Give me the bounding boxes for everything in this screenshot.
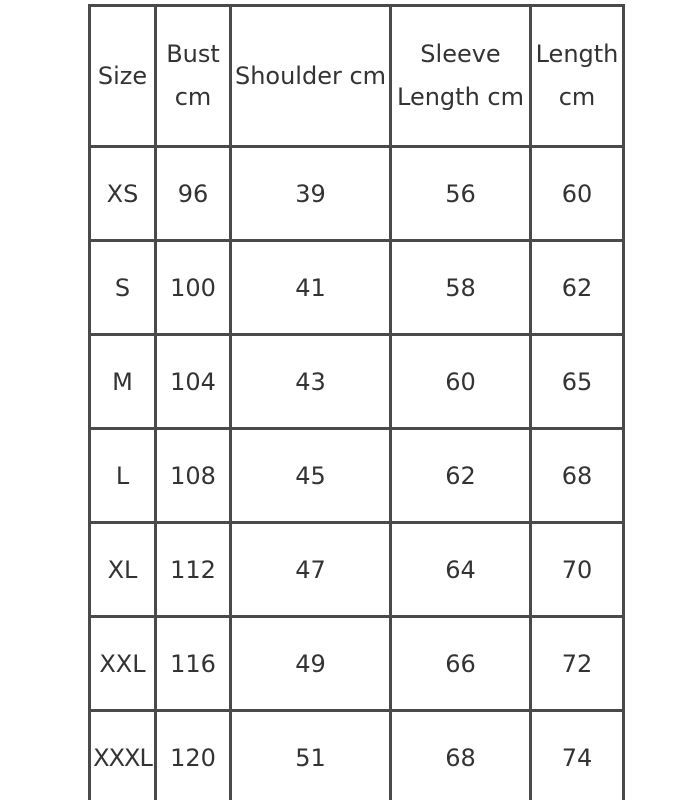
- table-row: [90, 711, 624, 800]
- cell-shoulder: 43: [231, 335, 391, 429]
- table-row: [90, 335, 624, 429]
- cell-bust: 100: [156, 241, 231, 335]
- header-row: [90, 6, 624, 147]
- cell-shoulder: 39: [231, 147, 391, 241]
- cell-sleeve-length: 56: [391, 147, 531, 241]
- cell-size: XS: [90, 147, 156, 241]
- cell-size: XXL: [90, 617, 156, 711]
- cell-bust: 108: [156, 429, 231, 523]
- header-sleeve-length: Sleeve Length cm: [391, 6, 531, 147]
- table-row: [90, 241, 624, 335]
- cell-sleeve-length: 60: [391, 335, 531, 429]
- cell-bust: 104: [156, 335, 231, 429]
- cell-shoulder: 45: [231, 429, 391, 523]
- cell-length: 72: [531, 617, 624, 711]
- table-row: [90, 523, 624, 617]
- table-row: [90, 147, 624, 241]
- cell-bust: 116: [156, 617, 231, 711]
- cell-sleeve-length: 68: [391, 711, 531, 800]
- cell-bust: 112: [156, 523, 231, 617]
- cell-length: 62: [531, 241, 624, 335]
- cell-size: S: [90, 241, 156, 335]
- cell-shoulder: 51: [231, 711, 391, 800]
- header-shoulder: Shoulder cm: [231, 6, 391, 147]
- cell-length: 60: [531, 147, 624, 241]
- cell-length: 74: [531, 711, 624, 800]
- cell-shoulder: 47: [231, 523, 391, 617]
- header-length: Length cm: [531, 6, 624, 147]
- cell-shoulder: 41: [231, 241, 391, 335]
- header-bust: Bust cm: [156, 6, 231, 147]
- cell-length: 70: [531, 523, 624, 617]
- cell-size: M: [90, 335, 156, 429]
- cell-sleeve-length: 66: [391, 617, 531, 711]
- cell-length: 65: [531, 335, 624, 429]
- cell-bust: 96: [156, 147, 231, 241]
- cell-sleeve-length: 62: [391, 429, 531, 523]
- cell-length: 68: [531, 429, 624, 523]
- size-table: [88, 4, 625, 800]
- table-row: [90, 617, 624, 711]
- cell-sleeve-length: 64: [391, 523, 531, 617]
- cell-size: XL: [90, 523, 156, 617]
- table-row: [90, 429, 624, 523]
- cell-size: XXXL: [90, 711, 156, 800]
- header-size: Size: [90, 6, 156, 147]
- cell-bust: 120: [156, 711, 231, 800]
- cell-size: L: [90, 429, 156, 523]
- cell-sleeve-length: 58: [391, 241, 531, 335]
- cell-shoulder: 49: [231, 617, 391, 711]
